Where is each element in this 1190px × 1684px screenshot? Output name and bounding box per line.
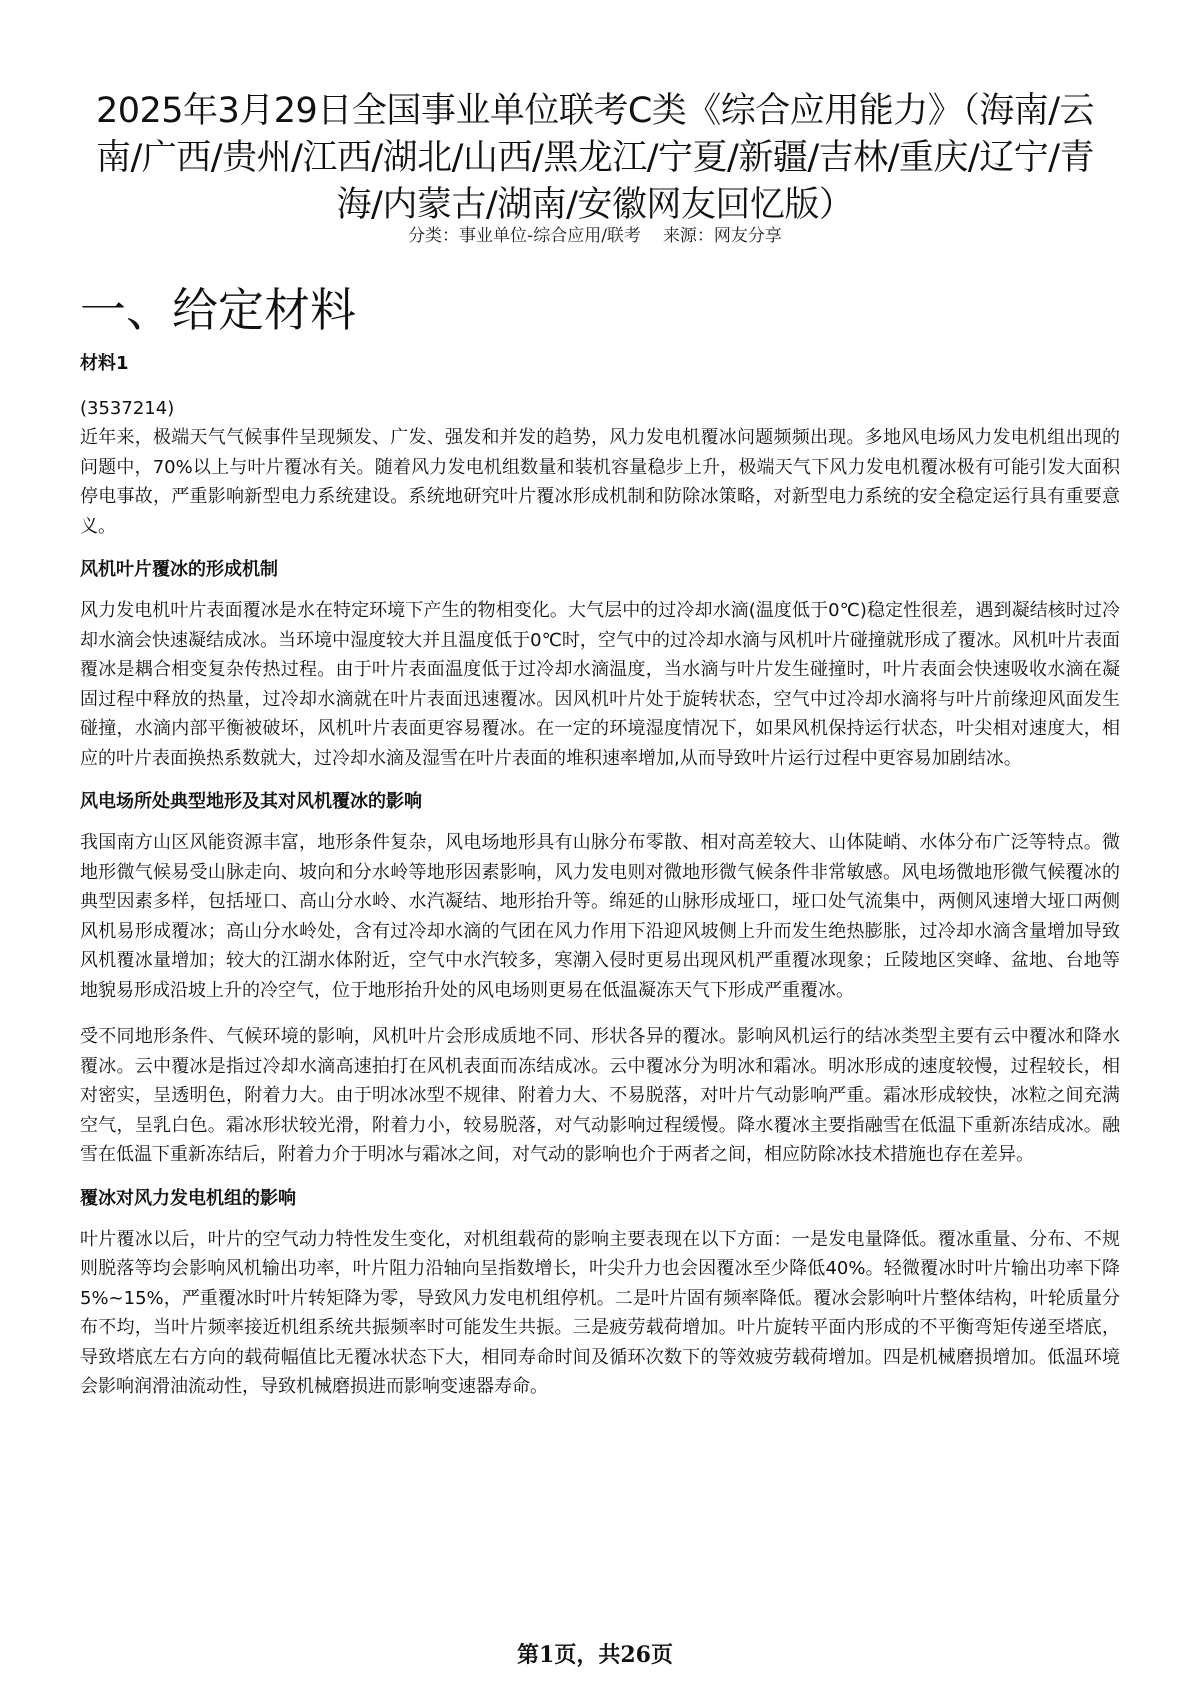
- category-label: 分类：事业单位-综合应用/联考: [408, 226, 641, 246]
- intro-paragraph: 近年来，极端天气气候事件呈现频发、广发、强发和并发的趋势，风力发电机覆冰问题频频出现。多地风电场风力发电机组出现的问题中，70%以上与叶片覆冰有关。随着风力发电机组数量和装机容量稳步上升，极端天气下风力发电机覆冰极有可能引发大面积停电事故，严重影响新型电力系统建设。系统地研究叶片覆冰形成机制和防除冰策略，对新型电力系统的安全稳定运行具有重要意义。: [80, 427, 1120, 537]
- subheading-terrain-impact: 风电场所处典型地形及其对风机覆冰的影响: [80, 791, 422, 812]
- paragraph-terrain-impact: 我国南方山区风能资源丰富，地形条件复杂，风电场地形具有山脉分布零散、相对高差较大、山体陡峭、水体分布广泛等特点。微地形微气候易受山脉走向、坡向和分水岭等地形因素影响，风力发电则对微地形微气候条件非常敏感。风电场微地形微气候覆冰的典型因素多样，包括垭口、高山分水岭、水汽凝结、地形抬升等。绵延的山脉形成垭口，垭口处气流集中，两侧风速增大垭口两侧风机易形成覆冰；高山分水岭处，含有过冷却水滴的气团在风力作用下沿迎风坡侧上升而发生绝热膨胀，过冷却水滴含量增加导致风机覆冰量增加；较大的江湖水体附近，空气中水汽较多，寒潮入侵时更易出现风机严重覆冰现象；丘陵地区突峰、盆地、台地等地貌易形成沿坡上升的冷空气，位于地形抬升处的风电场则更易在低温凝冻天气下形成严重覆冰。: [80, 832, 1120, 1001]
- page-number: 第1页，共26页: [517, 1642, 673, 1668]
- subheading-formation-mechanism: 风机叶片覆冰的形成机制: [80, 559, 278, 580]
- document-meta: [0, 224, 1190, 248]
- section-heading: 一、给定材料: [80, 283, 356, 337]
- material-label: 材料1: [80, 353, 129, 374]
- paragraph-icing-types: 受不同地形条件、气候环境的影响，风机叶片会形成质地不同、形状各异的覆冰。影响风机运行的结冰类型主要有云中覆冰和降水覆冰。云中覆冰是指过冷却水滴高速拍打在风机表面而冻结成冰。云中覆冰分为明冰和霜冰。明冰形成的速度较慢，过程较长，相对密实，呈透明色，附着力大。由于明冰冰型不规律、附着力大、不易脱落，对叶片气动影响严重。霜冰形成较快，冰粒之间充满空气，呈乳白色。霜冰形状较光滑，附着力小，较易脱落，对气动影响过程缓慢。降水覆冰主要指融雪在低温下重新冻结成冰。融雪在低温下重新冻结后，附着力介于明冰与霜冰之间，对气动的影响也介于两者之间，相应防除冰技术措施也存在差异。: [80, 1026, 1120, 1165]
- material-content: [80, 352, 1120, 1419]
- subheading-turbine-impact: 覆冰对风力发电机组的影响: [80, 1187, 296, 1209]
- paragraph-formation-mechanism: 风力发电机叶片表面覆冰是水在特定环境下产生的物相变化。大气层中的过冷却水滴(温度低于0℃)稳定性很差，遇到凝结核时过冷却水滴会快速凝结成冰。当环境中湿度较大并且温度低于0℃时，空气中的过冷却水滴与风机叶片碰撞就形成了覆冰。风机叶片表面覆冰是耦合相变复杂传热过程。由于叶片表面温度低于过冷却水滴温度，当水滴与叶片发生碰撞时，叶片表面会快速吸收水滴在凝固过程中释放的热量，过冷却水滴就在叶片表面迅速覆冰。因风机叶片处于旋转状态，空气中过冷却水滴将与叶片前缘迎风面发生碰撞，水滴内部平衡被破坏，风机叶片表面更容易覆冰。在一定的环境湿度情况下，如果风机保持运行状态，叶尖相对速度大，相应的叶片表面换热系数就大，过冷却水滴及湿雪在叶片表面的堆积速率增加,从而导致叶片运行过程中更容易加剧结冰。: [80, 600, 1120, 769]
- source-label: 来源：网友分享: [662, 226, 782, 246]
- paragraph-turbine-impact: 叶片覆冰以后，叶片的空气动力特性发生变化，对机组载荷的影响主要表现在以下方面：一是发电量降低。覆冰重量、分布、不规则脱落等均会影响风机输出功率，叶片阻力沿轴向呈指数增长，叶尖升力也会因覆冰至少降低40%。轻微覆冰时叶片输出功率下降5%~15%，严重覆冰时叶片转矩降为零，导致风力发电机组停机。二是叶片固有频率降低。覆冰会影响叶片整体结构，叶轮质量分布不均，当叶片频率接近机组系统共振频率时可能发生共振。三是疲劳载荷增加。叶片旋转平面内形成的不平衡弯矩传递至塔底，导致塔底左右方向的载荷幅值比无覆冰状态下大，相同寿命时间及循环次数下的等效疲劳载荷增加。四是机械磨损增加。低温环境会影响润滑油流动性，导致机械磨损进而影响变速器寿命。: [80, 1228, 1120, 1397]
- material-code: (3537214): [80, 398, 175, 419]
- document-title: 2025年3月29日全国事业单位联考C类《综合应用能力》（海南/云南/广西/贵州/江西/湖北/山西/黑龙江/宁夏/新疆/吉林/重庆/辽宁/青海/内蒙古/湖南/安徽网友回忆版）: [95, 91, 1095, 225]
